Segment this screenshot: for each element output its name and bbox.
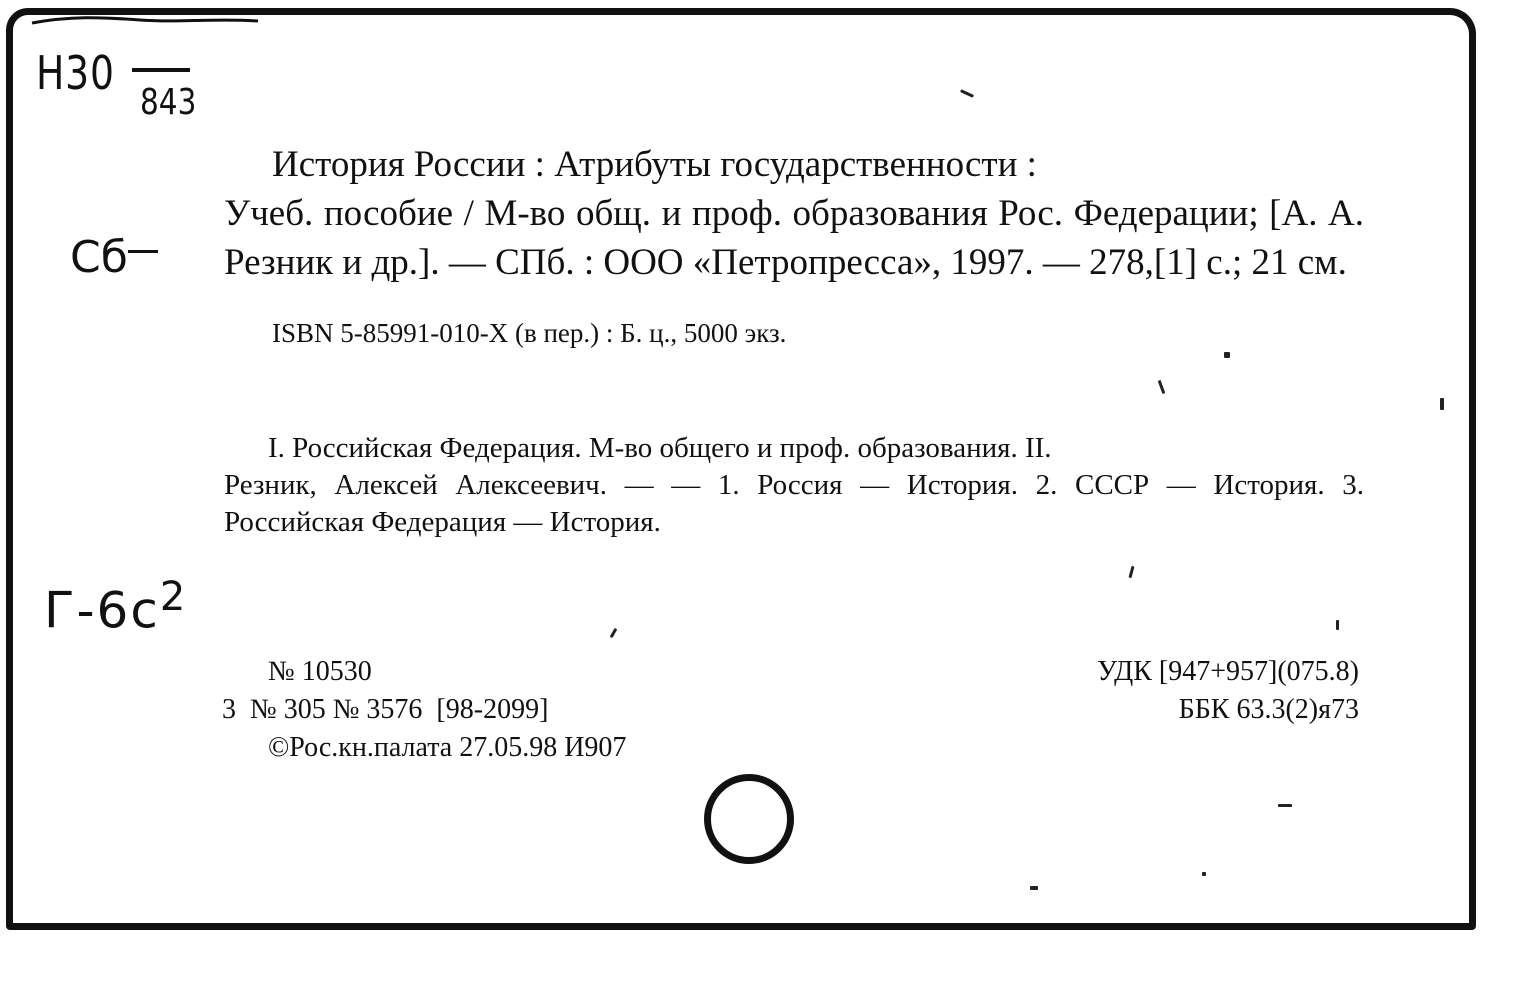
dust-speck bbox=[1202, 872, 1206, 876]
copyright-line: ©Рос.кн.палата 27.05.98 И907 bbox=[268, 732, 627, 763]
handwritten-scribble bbox=[30, 14, 260, 26]
department-mark: Сб bbox=[70, 232, 128, 283]
dust-speck bbox=[1030, 886, 1038, 890]
isbn-line: ISBN 5-85991-010-X (в пер.) : Б. ц., 5000 экз. bbox=[272, 318, 787, 348]
bbk-code: ББК 63.3(2)я73 bbox=[1178, 694, 1359, 725]
location-mark bbox=[44, 574, 187, 640]
shelf-mark-main: Н30 bbox=[36, 46, 115, 100]
record-number: № 10530 bbox=[268, 656, 372, 687]
subjects-line-1: I. Российская Федерация. М-во общего и проф. образования. II. bbox=[268, 432, 1052, 464]
shelf-mark-overline bbox=[132, 68, 190, 72]
title-block bbox=[224, 140, 1364, 287]
dust-speck bbox=[1336, 620, 1339, 630]
location-mark-superscript: 2 bbox=[159, 574, 188, 620]
dust-speck bbox=[1440, 398, 1444, 410]
subjects-rest: Резник, Алексей Алексеевич. — — 1. Россия — История. 2. СССР — История. 3. Российская Федерация — История. bbox=[224, 469, 1364, 538]
udk-code: УДК [947+957](075.8) bbox=[1097, 656, 1359, 687]
punch-hole bbox=[704, 774, 794, 864]
title-rest: Учеб. пособие / М-во общ. и проф. образования Рос. Федерации; [А. А. Резник и др.]. — СПб. : ООО «Петропресса», 1997. — 278,[1] с.; 21 см. bbox=[224, 193, 1364, 283]
record-numbers-line: 3 № 305 № 3576 [98-2099] bbox=[222, 694, 549, 725]
department-mark-underline bbox=[128, 250, 158, 253]
dust-speck bbox=[1278, 804, 1292, 807]
shelf-mark-sub: 843 bbox=[140, 82, 197, 123]
dust-speck bbox=[1224, 352, 1230, 358]
location-mark-text: Г-6с bbox=[44, 581, 160, 640]
subject-headings bbox=[224, 430, 1364, 541]
title-line-1: История России : Атрибуты государственности : bbox=[272, 144, 1037, 185]
